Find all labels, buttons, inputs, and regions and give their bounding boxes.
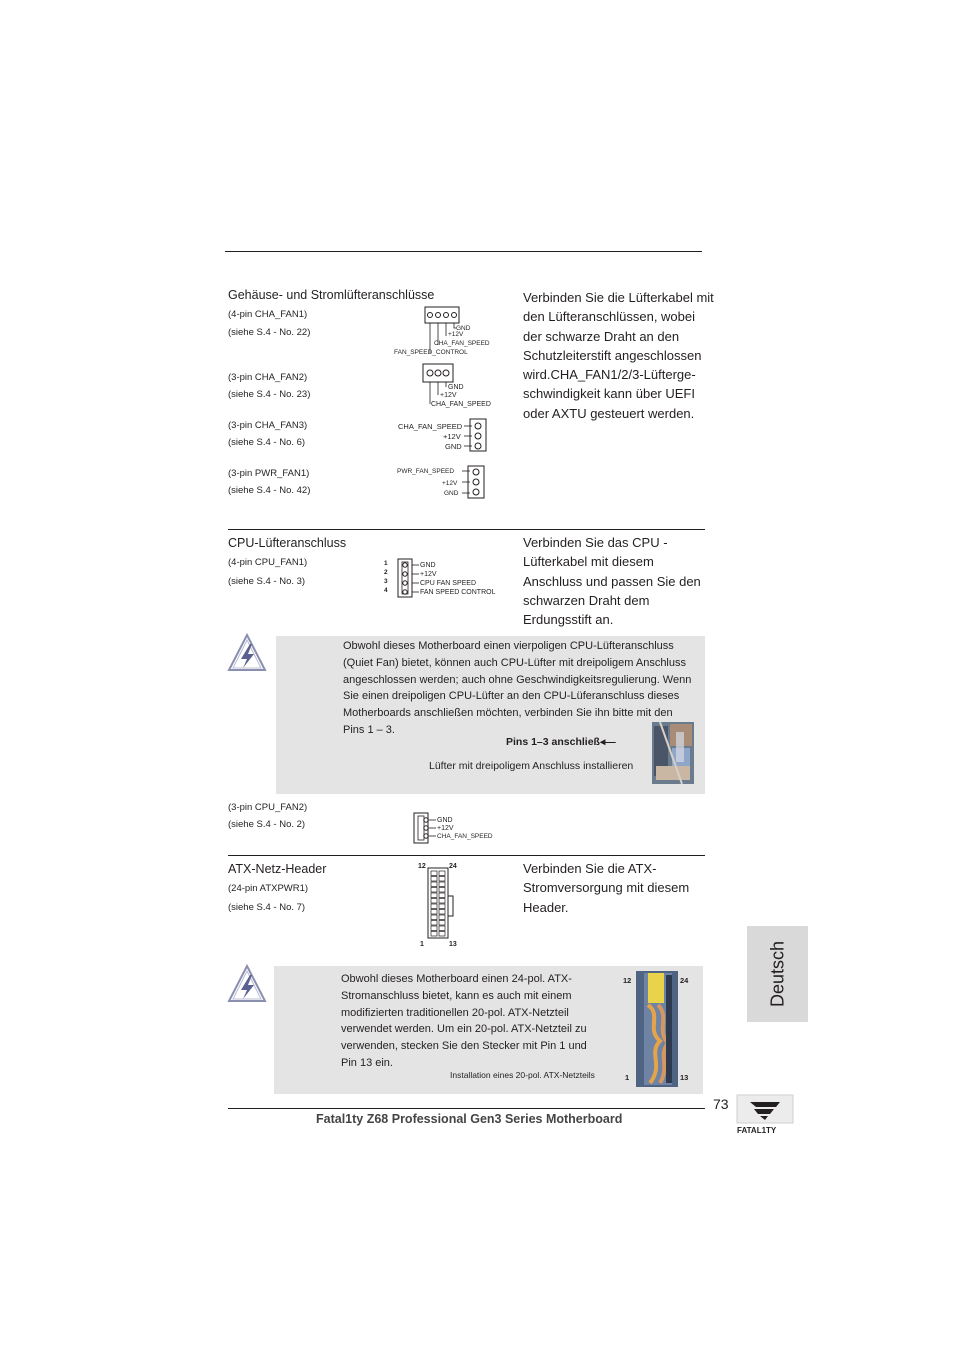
cha-fan3-connector-diagram bbox=[396, 416, 490, 454]
atx-note-line: Pin 13 ein. bbox=[341, 1056, 393, 1069]
atx-pin bbox=[439, 888, 445, 893]
atx-pin bbox=[431, 915, 437, 920]
pwr-fan1-connector-diagram bbox=[396, 464, 490, 500]
cha-fan3-speed-label: CHA_FAN_SPEED bbox=[398, 422, 463, 431]
fan-desc-line: den Lüfteranschlüssen, wobei bbox=[523, 309, 696, 325]
atx-pin bbox=[439, 910, 445, 915]
cha-fan3-pin: (3-pin CHA_FAN3) bbox=[228, 420, 308, 431]
warning-icon bbox=[226, 632, 268, 674]
cpu-fan2-ref: (siehe S.4 - No. 2) bbox=[228, 819, 306, 830]
cpu-section-description bbox=[523, 533, 701, 629]
atx-pin bbox=[431, 926, 437, 931]
fan-desc-line: der schwarze Draht an den bbox=[523, 328, 680, 344]
atx-pin bbox=[439, 915, 445, 920]
cpu-fan2-connector-diagram bbox=[412, 811, 500, 845]
cpu-note-line: Pins 1 – 3. bbox=[343, 723, 395, 736]
cha-fan1-12v-label: +12V bbox=[448, 331, 464, 338]
footer-title: Fatal1ty Z68 Professional Gen3 Series Motherboard bbox=[316, 1112, 623, 1126]
fan-section-description bbox=[523, 288, 714, 423]
pwr-fan1-12v-label: +12V bbox=[442, 480, 458, 487]
cpu-note-line: (Quiet Fan) bietet, können auch CPU-Lüfter mit dreipoligem Anschluss bbox=[343, 656, 686, 669]
cpu-section-title: CPU-Lüfteranschluss bbox=[228, 536, 347, 550]
atx-note-line: Stromanschluss bietet, kann es auch mit einem bbox=[341, 989, 572, 1002]
atx-pin bbox=[439, 921, 445, 926]
fatal1ty-logo bbox=[736, 1094, 794, 1136]
fan-desc-line: schwindigkeit kann über UEFI bbox=[523, 386, 695, 402]
cpu-pin-number: 1 bbox=[384, 560, 388, 567]
cpu-note-line: Sie einen dreipoligen CPU-Lüfter an den CPU-Lüferanschluss dieses bbox=[343, 690, 680, 703]
atx-pin bbox=[439, 899, 445, 904]
cpu-desc-line: schwarzen Draht dem bbox=[523, 592, 650, 608]
cha-fan1-speed-label: CHA_FAN_SPEED bbox=[434, 340, 490, 347]
atx-pin: (24-pin ATXPWR1) bbox=[228, 883, 309, 894]
fan-desc-line: wird.CHA_FAN1/2/3-Lüfterge- bbox=[523, 367, 696, 383]
cpu-12v-label: +12V bbox=[420, 571, 437, 578]
atx-pin bbox=[439, 932, 445, 937]
atx-pin-24: 24 bbox=[449, 863, 457, 870]
atx-note-line: modifizierten traditionellen 20-pol. ATX-Netzteil bbox=[341, 1006, 569, 1019]
atx-pin bbox=[431, 899, 437, 904]
atx-section-title: ATX-Netz-Header bbox=[228, 862, 327, 876]
cha-fan3-gnd-label: GND bbox=[445, 442, 462, 451]
atx-photo-label-24: 24 bbox=[680, 976, 689, 985]
cha-fan1-gnd-label: GND bbox=[456, 325, 471, 332]
cpu-gnd-label: GND bbox=[420, 562, 436, 569]
cha-fan3-ref: (siehe S.4 - No. 6) bbox=[228, 437, 306, 448]
cpu-note-line: angeschlossen werden; auch ohne Geschwindigkeitsregulierung. Wenn bbox=[343, 673, 692, 686]
fan-desc-line: oder AXTU gesteuert werden. bbox=[523, 405, 695, 421]
atx-desc-line: Verbinden Sie die ATX- bbox=[523, 861, 657, 876]
cpu-pin-number: 4 bbox=[384, 587, 388, 594]
cpu-desc-line: Erdungsstift an. bbox=[523, 612, 614, 628]
fan-section-title: Gehäuse- und Stromlüfteranschlüsse bbox=[228, 288, 435, 302]
atx-pin bbox=[439, 926, 445, 931]
atx-ref: (siehe S.4 - No. 7) bbox=[228, 902, 306, 913]
atx-note-caption: Installation eines 20-pol. ATX-Netzteils bbox=[450, 1070, 595, 1080]
logo-text: FATAL1TY bbox=[737, 1126, 777, 1135]
atx-note-line: Obwohl dieses Motherboard einen 24-pol. ATX- bbox=[341, 973, 572, 985]
page-number: 73 bbox=[713, 1096, 729, 1112]
atx-note-line: verwendet werden. Um ein 20-pol. ATX-Netzteil zu bbox=[341, 1023, 587, 1036]
atx-pin-12: 12 bbox=[418, 863, 426, 870]
cpu-desc-line: Lüfterkabel mit diesem bbox=[523, 554, 654, 570]
cpu-fan1-pin: (4-pin CPU_FAN1) bbox=[228, 557, 308, 568]
pwr-fan1-speed-label: PWR_FAN_SPEED bbox=[397, 468, 455, 475]
atx-pin bbox=[431, 904, 437, 909]
atx-pin bbox=[431, 893, 437, 898]
fan-connector-photo bbox=[652, 722, 694, 784]
cpu-desc-line: Verbinden Sie das CPU - bbox=[523, 535, 668, 550]
atx-section-rule bbox=[228, 855, 705, 856]
cha-fan2-ref: (siehe S.4 - No. 23) bbox=[228, 389, 311, 400]
pins-label bbox=[506, 736, 616, 748]
atx-desc-line: Stromversorgung mit diesem bbox=[523, 880, 690, 896]
atx-pin bbox=[439, 871, 445, 876]
language-tab bbox=[747, 926, 808, 1022]
atx-desc-line: Header. bbox=[523, 899, 569, 915]
atx-pin bbox=[431, 871, 437, 876]
cpu-control-label: FAN SPEED CONTROL bbox=[420, 589, 496, 596]
cha-fan2-12v-label: +12V bbox=[440, 392, 457, 399]
atx-pin bbox=[439, 877, 445, 882]
cpu-fan2-gnd-label: GND bbox=[437, 817, 453, 824]
atx-note-text bbox=[341, 971, 631, 1072]
cha-fan1-control-label: FAN_SPEED_CONTROL bbox=[394, 349, 468, 356]
atx-pin-1: 1 bbox=[420, 941, 424, 948]
atx-pin bbox=[431, 888, 437, 893]
pins-label-text: Pins 1–3 anschließ bbox=[506, 736, 600, 748]
cha-fan2-speed-label: CHA_FAN_SPEED bbox=[431, 401, 491, 408]
cpu-section-rule bbox=[228, 529, 705, 530]
pwr-fan1-gnd-label: GND bbox=[444, 490, 459, 497]
atx-pin bbox=[431, 910, 437, 915]
cha-fan1-pin: (4-pin CHA_FAN1) bbox=[228, 309, 308, 320]
cha-fan2-pin: (3-pin CHA_FAN2) bbox=[228, 372, 308, 383]
pwr-fan1-pin: (3-pin PWR_FAN1) bbox=[228, 468, 310, 479]
cpu-note-text bbox=[343, 638, 703, 739]
cpu-note-line: Obwohl dieses Motherboard einen vierpoligen CPU-Lüfteranschluss bbox=[343, 640, 674, 652]
cpu-desc-line: Anschluss und passen Sie den bbox=[523, 573, 701, 589]
atx-pin bbox=[431, 877, 437, 882]
top-rule bbox=[225, 251, 702, 252]
fan-desc-line: Schutzleiterstift angeschlossen bbox=[523, 347, 702, 363]
atx-pin bbox=[439, 882, 445, 887]
atx-photo-label-12: 12 bbox=[623, 976, 632, 985]
cha-fan2-connector-diagram bbox=[420, 362, 495, 408]
cpu-fan2-12v-label: +12V bbox=[437, 825, 454, 832]
cpu-fan1-connector-diagram bbox=[380, 556, 502, 600]
cpu-note-line: Motherboards anschließen möchten, verbinden Sie ihn bitte mit den bbox=[343, 707, 673, 720]
cha-fan1-connector-diagram bbox=[392, 305, 492, 357]
cpu-pin-number: 2 bbox=[384, 569, 388, 576]
cpu-fan2-pin: (3-pin CPU_FAN2) bbox=[228, 802, 308, 813]
atx-connector-photo bbox=[636, 971, 678, 1087]
language-tab-label: Deutsch bbox=[767, 940, 787, 1008]
cpu-speed-label: CPU FAN SPEED bbox=[420, 580, 477, 587]
atx-pin bbox=[439, 893, 445, 898]
atx-note-line: verwenden, stecken Sie den Stecker mit Pin 1 und bbox=[341, 1040, 587, 1053]
atx-pin bbox=[439, 904, 445, 909]
fan-desc-line: Verbinden Sie die Lüfterkabel mit bbox=[523, 290, 714, 305]
atx-section-description bbox=[523, 859, 689, 917]
cpu-pin-number: 3 bbox=[384, 578, 388, 585]
atx-pin-13: 13 bbox=[449, 941, 457, 948]
arrow-left-icon: ◂— bbox=[599, 736, 616, 748]
atx-photo-label-13: 13 bbox=[680, 1073, 689, 1082]
cha-fan1-ref: (siehe S.4 - No. 22) bbox=[228, 327, 311, 338]
cha-fan2-gnd-label: GND bbox=[448, 384, 464, 391]
cpu-note-caption: Lüfter mit dreipoligem Anschluss installieren bbox=[429, 760, 634, 772]
pwr-fan1-ref: (siehe S.4 - No. 42) bbox=[228, 485, 311, 496]
atx-photo-label-1: 1 bbox=[625, 1073, 630, 1082]
atx-pin bbox=[431, 932, 437, 937]
atx-pin bbox=[431, 882, 437, 887]
footer-rule bbox=[228, 1108, 705, 1109]
warning-icon bbox=[226, 963, 268, 1005]
cha-fan3-12v-label: +12V bbox=[443, 432, 461, 441]
atx-pin bbox=[431, 921, 437, 926]
atx-connector-diagram bbox=[412, 858, 472, 950]
cpu-fan2-speed-label: CHA_FAN_SPEED bbox=[437, 833, 493, 840]
cpu-fan1-ref: (siehe S.4 - No. 3) bbox=[228, 576, 306, 587]
